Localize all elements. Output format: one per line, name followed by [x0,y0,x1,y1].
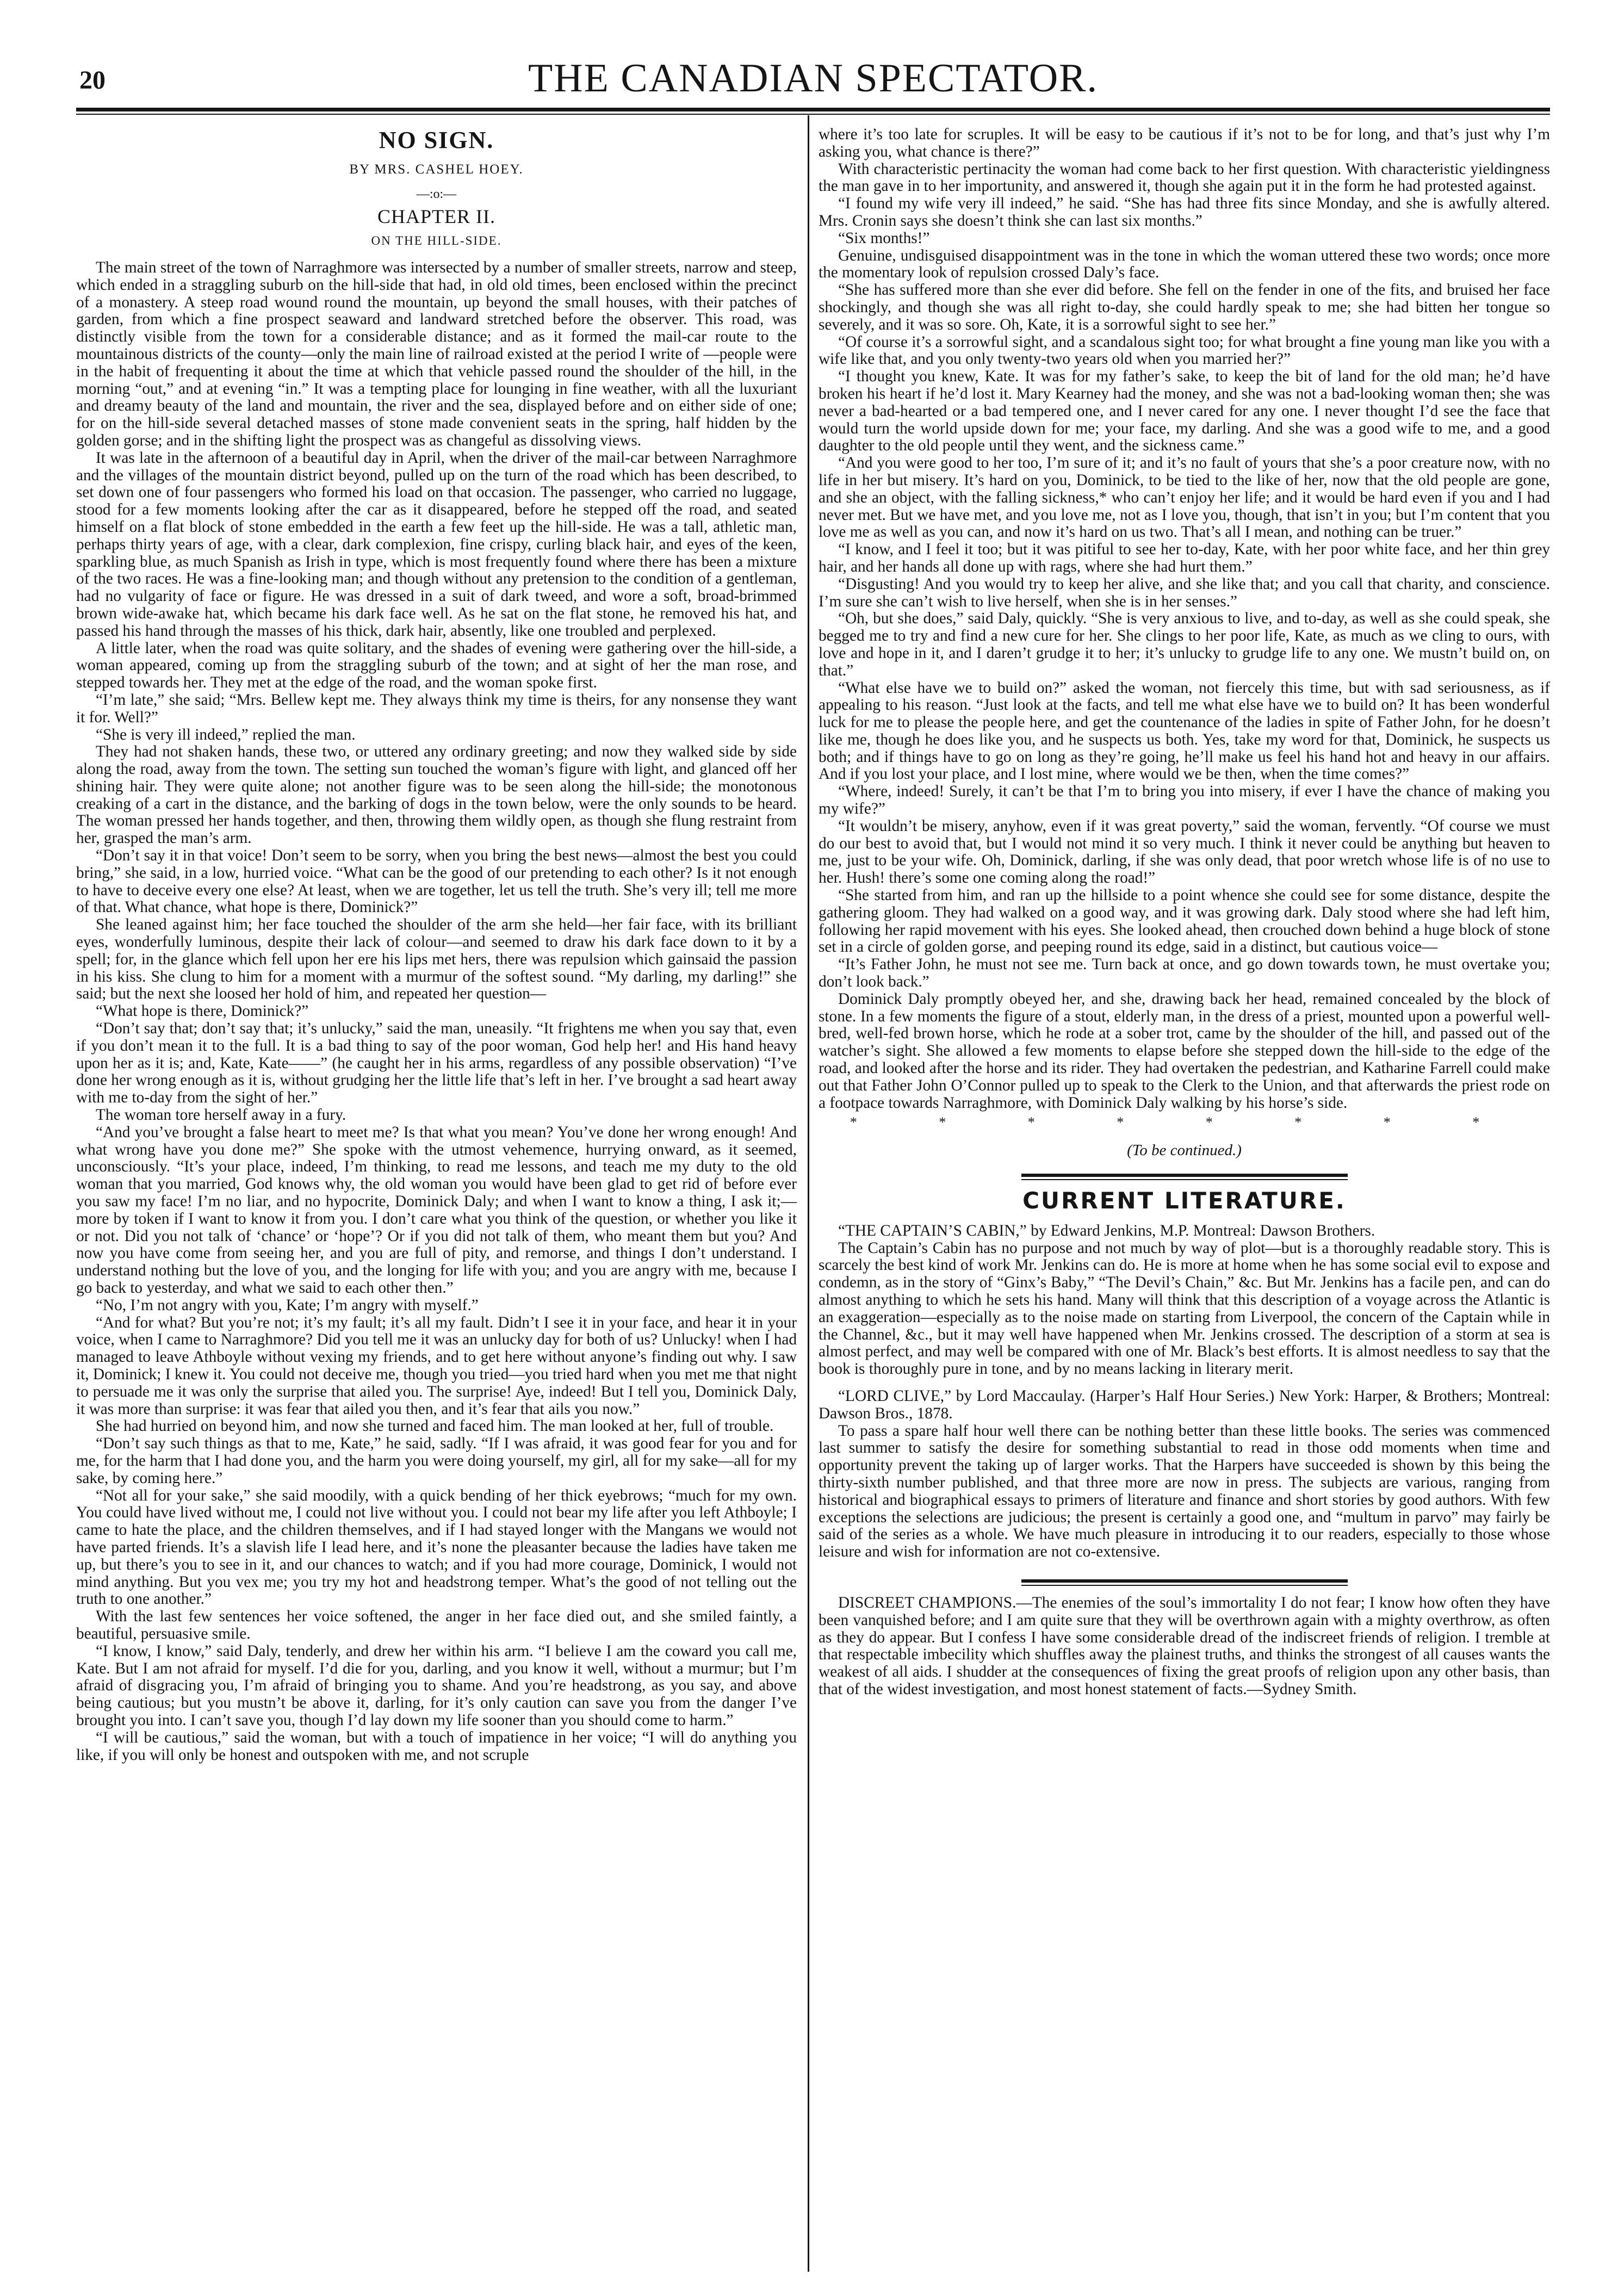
section-rule [1021,1174,1348,1180]
story-paragraph: “Don’t say that; don’t say that; it’s unlucky,” said the man, uneasily. “It frightens me when you say that, even if you don’t mean it to the full. It is a bad thing to say of the poor woman, God help her! and His hand heavy upon her as it is; and, Kate, Kate——” (he caught her in his arms, regardless of any possible observation) “I’ve done her wrong enough as it is, without grudging her the little life that’s left in her. I’ve brought a sad heart away with me to-day from the sight of her.” [76,1020,797,1107]
story-paragraph: “I’m late,” she said; “Mrs. Bellew kept me. They always think my time is theirs, for any nonsense they want it for. Well?” [76,691,797,726]
story-paragraph: With the last few sentences her voice softened, the anger in her face died out, and she smiled faintly, a beautiful, persuasive smile. [76,1608,797,1642]
story-paragraph: “Six months!” [838,229,930,247]
story-paragraph: The woman tore herself away in a fury. [96,1106,346,1124]
story-title: NO SIGN. [379,127,494,153]
story-paragraph: “No, I’m not angry with you, Kate; I’m angry with myself.” [96,1296,479,1314]
review-heading: “LORD CLIVE,” by Lord Maccaulay. (Harper’s Half Hour Series.) New York: Harper, & Brothers; Montreal: Dawson Bros., 1878. [819,1387,1550,1422]
story-paragraph: “Not all for your sake,” she said moodily, with a quick bending of her thick eyebrows; “much for my own. You could have lived without me, I could not live without you. I could not bear my life after you left Athboyle; I came to hate the place, and the children themselves, and if I had stayed longer with the Mangans we would not have parted friends. It’s a slavish life I lead here, and it’s none the pleasanter because the ladies have taken me up, but there’s you to see in it, and our chances to watch; and if you had more courage, Dominick, I would not mind anything. But you vex me; you try my hot and headstrong temper. What’s the good of not telling out the truth to one another.” [76,1486,797,1608]
chapter-heading: CHAPTER II. [377,206,495,228]
story-text-left [76,259,797,1764]
story-paragraph: where it’s too late for scruples. It will be easy to be cautious if it’s not to be for long, and that’s just why I’m asking you, what chance is there?” [819,126,1550,160]
feature-heading: DISCREET CHAMPIONS. [838,1593,1016,1611]
story-byline: BY MRS. CASHEL HOEY. [349,162,524,177]
to-be-continued: (To be continued.) [1127,1142,1242,1159]
section-rule [1021,1579,1348,1586]
right-column [819,126,1550,1698]
header-rule-thick [76,108,1550,111]
section-heading-current-literature: CURRENT LITERATURE. [1022,1187,1346,1214]
story-paragraph: “Don’t say it in that voice! Don’t seem to be sorry, when you bring the best news—almost the best you could bring,” she said, in a low, hurried voice. “What can be the good of our pretending to each other? Is it not enough to have to deceive every one else? At least, when we are together, let us tell the truth. She’s very ill; tell me more of that. What chance, what hope is there, Dominick?” [76,847,797,916]
story-paragraph: “She started from him, and ran up the hillside to a point whence she could see for some distance, despite the gathering gloom. They had walked on a good way, and it was growing dark. Daly stood where she had left him, following her rapid movement with his eyes. She looked ahead, then crouched down behind a huge block of stone set in a circle of golden gorse, and peeping round its edge, said in a distinct, but cautious voice— [819,886,1550,956]
story-paragraph: “She has suffered more than she ever did before. She fell on the fender in one of the fits, and bruised her face shockingly, and though she was all right to-day, she could hardly speak to me; she had bitten her tongue so severely, and it was so sore. Oh, Kate, it is a sorrowful sight to see her.” [819,281,1550,333]
story-paragraph: A little later, when the road was quite solitary, and the shades of evening were gathering over the hill-side, a woman appeared, coming up from the straggling suburb of the town; and at sight of her the man rose, and stepped towards her. They met at the edge of the road, and the woman spoke first. [76,639,797,692]
review-heading: “THE CAPTAIN’S CABIN,” by Edward Jenkins, M.P. Montreal: Dawson Brothers. [838,1221,1375,1239]
story-paragraph: They had not shaken hands, these two, or uttered any ordinary greeting; and now they walked side by side along the road, away from the town. The setting sun touched the woman’s figure with light, and glanced off her shining hair. They were quite alone; not another figure was to be seen along the hill-side; the monotonous creaking of a cart in the distance, and the barking of dogs in the town below, were the only sounds to be heard. The woman pressed her hands together, and then, throwing them wildly open, as though she flung restraint from her, grasped the man’s arm. [76,743,797,847]
column-divider [808,115,809,2272]
story-paragraph: Dominick Daly promptly obeyed her, and she, drawing back her head, remained concealed by the block of stone. In a few moments the figure of a stout, elderly man, in the dress of a priest, mounted upon a powerful well-bred, well-fed brown horse, which he rode at a sober trot, came by the shoulder of the hill, and passed out of the watcher’s sight. She allowed a few moments to elapse before she stepped down the hill-side to the edge of the road, and looked after the horse and its rider. They had overtaken the pedestrian, and Katharine Farrell could make out that Father John O’Connor pulled up to speak to the Clerk to the Union, and that afterwards the priest rode on a footpace towards Narraghmore, with Dominick Daly walking by his horse’s side. [819,990,1550,1112]
story-paragraph: “And you were good to her too, I’m sure of it; and it’s no fault of yours that she’s a poor creature now, with no life in her but misery. It’s hard on you, Dominick, to be tied to the like of her, now that the old people are gone, and she an object, with the falling sickness,* who can’t enjoy her life; and it would be hard even if you and I had never met. But we have met, and you love me, not as I love you, though, that isn’t in you; but I’m content that you love me as well as you can, and now it’s hard on us two. That’s all I mean, and nothing can be truer.” [819,454,1550,541]
story-paragraph: The main street of the town of Narraghmore was intersected by a number of smaller streets, narrow and steep, which ended in a straggling suburb on the hill-side that had, in old old times, been enclosed within the precinct of a monastery. A steep road wound round the mountain, up beyond the small houses, with their patches of garden, from which a fine prospect seaward and landward stretched before the observer. This road, was distinctly visible from the town for a considerable distance; and as it formed the mail-car route to the mountainous districts of the county—only the main line of railroad existed at the period I write of —people were in the habit of frequenting it about the time at which that vehicle passed round the shoulder of the hill, in the morning “out,” and at evening “in.” It was a tempting place for lounging in fine weather, with all the luxuriant and dreamy beauty of the land and mountain, the river and the sea, displayed before and on either side of one; for on the hill-side several detached masses of stone made convenient seats in the spring, half hidden by the golden gorse; and in the shifting light the prospect was as changeful as dissolving views. [76,258,797,449]
story-paragraph: “What else have we to build on?” asked the woman, not fiercely this time, but with sad seriousness, as if appealing to his reason. “Just look at the facts, and tell me what else have we to build on? It has been wonderful luck for me to please the people here, and get the countenance of the ladies in spite of Father John, for he doesn’t like me, though he does like you, and he suspects us both. Yes, take my word for that, Dominick, he suspects us both; and if things have to go on long as they’re going, he’ll make us feel his hand hot and heavy in our affairs. And if you lost your place, and I lost mine, where would we be then, when the time comes?” [819,679,1550,783]
story-paragraph: “It wouldn’t be misery, anyhow, even if it was great poverty,” said the woman, fervently. “Of course we must do our best to avoid that, but I would not mind it so very much. I think it never could be anything but heaven to me, just to be your wife. Oh, Dominick, darling, if she was only dead, that poor wretch whose life is of no use to her. Hush! there’s some one coming along the road!” [819,817,1550,887]
story-paragraph: “I will be cautious,” said the woman, but with a touch of impatience in her voice; “I will do anything you like, if you will only be honest and outspoken with me, and not scruple [76,1728,797,1764]
story-paragraph: “I thought you knew, Kate. It was for my father’s sake, to keep the bit of land for the old man; he’d have broken his heart if he’d lost it. Mary Kearney had the money, and she was not a bad-looking woman then; she was never a bad-hearted or a bad tempered one, and I never cared for any one. I never thought I’d see the face that would turn the world upside down for me; your face, my darling. And she was a good wife to me, and a good daughter to the old people until they went, and the sickness came.” [819,368,1550,455]
journal-title: THE CANADIAN SPECTATOR. [528,56,1099,101]
review-body: The Captain’s Cabin has no purpose and not much by way of plot—but is a thoroughly readable story. This is scarcely the best kind of work Mr. Jenkins can do. He is more at home when he has some social evil to expose and condemn, as in the story of “Ginx’s Baby,” “The Devil’s Chain,” &c. But Mr. Jenkins has a facile pen, and can do almost anything to which he sets his hand. Many will think that this description of a voyage across the Atlantic is an exaggeration—especially as to the noise made on starting from Liverpool, the concern of the Captain while in the Channel, &c., but it may well have happened when Mr. Jenkins crossed. The description of a storm at sea is almost perfect, and may well be compared with one of Mr. Black’s best efforts. It is almost needless to say that the book is thoroughly pure in tone, and by no means lacking in literary merit. [819,1239,1550,1378]
story-paragraph: “Don’t say such things as that to me, Kate,” he said, sadly. “If I was afraid, it was good fear for you and for me, for the harm that I had done you, and the harm you were doing yourself, my girl, all for my sake—all for my sake, by coming here.” [76,1435,797,1487]
story-paragraph: “She is very ill indeed,” replied the man. [96,726,356,743]
story-paragraph: “Oh, but she does,” said Daly, quickly. “She is very anxious to live, and to-day, as well as she could speak, she begged me to try and find a new cure for her. She clings to her poor life, Kate, as much as we cling to ours, with love and hope in it, and I daren’t grudge it to her; it’s unlucky to grudge life to any one. We mustn’t build on, on that.” [819,610,1550,679]
story-paragraph: “Where, indeed! Surely, it can’t be that I’m to bring you into misery, if ever I have the chance of making you my wife?” [819,783,1550,818]
story-paragraph: “Disgusting! And you would try to keep her alive, and she like that; and you call that charity, and conscience. I’m sure she can’t wish to live herself, when she is in her senses.” [819,575,1550,610]
story-paragraph: With characteristic pertinacity the woman had come back to her first question. With characteristic yieldingness the man gave in to her importunity, and answered it, though she again put it in the form he had protested against. [819,160,1550,195]
left-column [76,126,797,1764]
story-paragraph: “I found my wife very ill indeed,” he said. “She has had three fits since Monday, and she is awfully altered. Mrs. Cronin says she doesn’t think she can last six months.” [819,195,1550,230]
review-item [819,1388,1550,1561]
story-paragraph: Genuine, undisguised disappointment was in the tone in which the woman uttered these two words; once more the momentary look of repulsion crossed Daly’s face. [819,246,1550,282]
chapter-subtitle: ON THE HILL-SIDE. [371,234,502,248]
story-paragraph: “And for what? But you’re not; it’s my fault; it’s all my fault. Didn’t I see it in your face, and hear it in your voice, when I came to Narraghmore? Did you tell me it was an unlucky day for both of us? Unlucky! when I had managed to leave Athboyle without vexing my friends, and to get here without anyone’s finding out why. I saw it, Dominick; I knew it. You could not deceive me, though you tried—you tried hard when you met me that night to persuade me it was only the surprise that ailed you. The surprise! Aye, indeed! But I tell you, Dominick Daly, it was more than surprise: it was fear that ailed you then, and it’s fear that ails you now.” [76,1313,797,1418]
story-paragraph: “I know, I know,” said Daly, tenderly, and drew her within his arm. “I believe I am the coward you call me, Kate. But I am not afraid for myself. I’d die for you, darling, and you know it well, without a murmur; but I’m afraid of disgracing you, I’m afraid of bringing you to shame. And you’re headstrong, as you say, and above being cautious; but you mustn’t be above it, darling, for it’s only caution can save you from the danger I’ve brought you into. I can’t save you, though I’d lay down my life sooner than you should come to harm.” [76,1642,797,1729]
story-paragraph: “What hope is there, Dominick?” [96,1002,309,1020]
story-paragraph: She had hurried on beyond him, and now she turned and faced him. The man looked at her, full of trouble. [96,1417,774,1435]
feature-body: —The enemies of the soul’s immortality I do not fear; I know how often they have been vanquished before; and I am quite sure that they will be overthrown again with a mighty overthrow, as often as they do appear. But I confess I have some considerable dread of the indiscreet friends of religion. I tremble at that respectable imbecility which shuffles away the plainest truths, and thinks the strongest of all causes wants the weakest of all aids. I shudder at the consequences of fixing the great proofs of religion upon any other basis, than that of the widest investigation, and most honest statement of facts.—Sydney Smith. [819,1593,1550,1698]
section-break-stars: * * * * * * * * [850,1114,1519,1131]
ornament-divider: —:o:— [416,187,457,201]
review-item [819,1223,1550,1378]
masthead [76,52,1550,107]
story-paragraph: “It’s Father John, he must not see me. Turn back at once, and go down towards town, he must overtake you; don’t look back.” [819,956,1550,991]
review-body: To pass a spare half hour well there can be nothing better than these little books. The series was commenced last summer to satisfy the desire for something substantial to read in those odd moments when time and opportunity prevent the taking up of larger works. That the Harpers have succeeded is shown by this being the thirty-sixth number published, and that three more are now in press. The subjects are various, ranging from historical and biographical essays to primers of literature and finance and short stories by good authors. With few exceptions the selections are judicious; the present is certainly a good one, and “multum in parvo” may fairly be said of the series as a whole. We have much pleasure in introducing it to our readers, especially to those whose leisure and wish for information are not co-extensive. [819,1422,1550,1561]
story-paragraph: It was late in the afternoon of a beautiful day in April, when the driver of the mail-car between Narraghmore and the villages of the mountain district beyond, pulled up on the turn of the road which has been described, to set down one of four passengers who formed his load on that occasion. The passenger, who carried no luggage, stood for a few moments looking after the car as it disappeared, before he stepped off the road, and seated himself on a flat block of stone embedded in the earth a few feet up the hill-side. He was a tall, athletic man, perhaps thirty years of age, with a clear, dark complexion, fine crispy, curling black hair, and eyes of the keen, sparkling blue, as much Spanish as Irish in type, which is most frequently found where there has been a mixture of the two races. He was a fine-looking man; and though without any pretension to the condition of a gentleman, had no vulgarity of face or figure. He was dressed in a suit of dark tweed, and wore a soft, broad-brimmed brown wide-awake hat, which became his dark face well. As he sat on the flat stone, he removed his hat, and passed his hand through the masses of his thick, dark hair, absently, like one troubled and perplexed. [76,449,797,640]
page-number: 20 [79,66,106,95]
story-text-right [819,126,1550,1112]
story-paragraph: “I know, and I feel it too; but it was pitiful to see her to-day, Kate, with her poor white face, and her thin grey hair, and her hands all done up with rags, where she had hurt them.” [819,541,1550,575]
story-paragraph: “And you’ve brought a false heart to meet me? Is that what you mean? You’ve done her wrong enough! And what wrong have you done me?” She spoke with the utmost vehemence, hurrying onward, as it seemed, unconsciously. “It’s your place, indeed, I’m thinking, to read me lessons, and teach me my duty to the old woman that you married, God knows why, the old woman you would have been glad to get rid of before ever you saw my face! I’m no liar, and no hypocrite, Dominick Daly; and when I want to know a thing, I ask it;—more by token if I want to know it from you. I don’t care what you think of the question, or whether you like it or not. Did you not talk of ‘chance’ or ‘hope’? Or if you did not talk of them, who meant them but you? And now you have come from seeing her, and you are full of pity, and remorse, and things I don’t understand. I understand nothing but the love of you, and the longing for life with you; and you are angry with me, because I go back to yesterday, and what we said to each other then.” [76,1123,797,1297]
story-paragraph: She leaned against him; her face touched the shoulder of the arm she held—her fair face, with its brilliant eyes, wonderfully luminous, despite their lack of colour—and seemed to draw his dark face down to it by a spell; for, in the glance which fell upon her ere his lips met hers, there was repulsion which gainsaid the passion in his kiss. She clung to him for a moment with a murmur of the softest sound. “My darling, my darling!” she said; but the next she loosed her hold of him, and repeated her question— [76,916,797,1003]
story-paragraph: “Of course it’s a sorrowful sight, and a scandalous sight too; for what brought a fine young man like you with a wife like that, and you only twenty-two years old when you married her?” [819,333,1550,368]
header-rule-thin [76,114,1550,115]
feature-paragraph [819,1595,1550,1698]
